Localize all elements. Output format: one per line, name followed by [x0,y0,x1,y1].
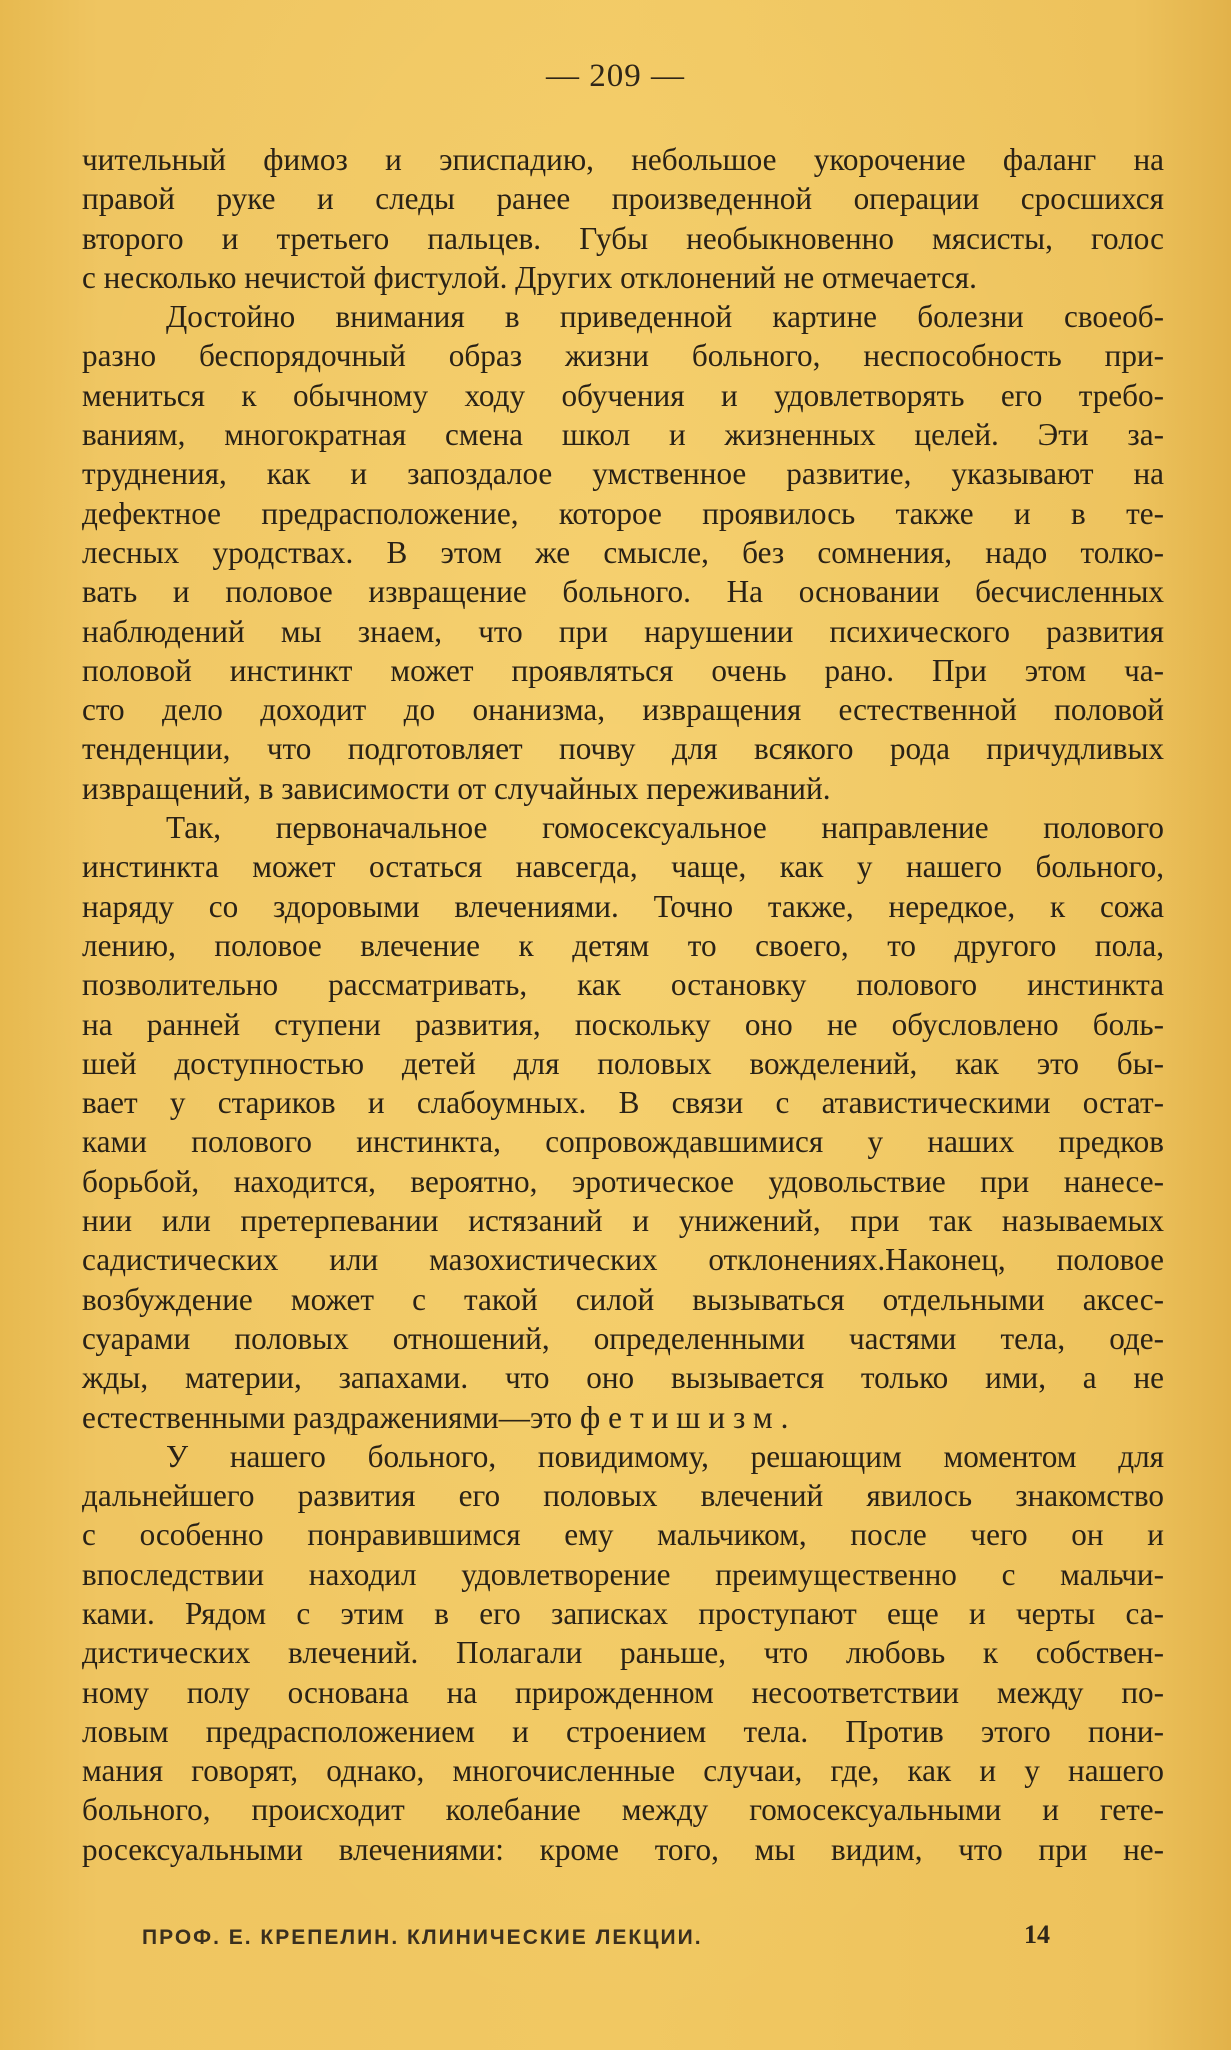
text-line: садистических или мазохистических отклонениях.Наконец, половое [82,1242,1164,1278]
text-line: возбуждение может с такой силой вызываться отдельными аксес- [82,1281,1164,1317]
text-line: суарами половых отношений, определенными частями тела, оде- [82,1320,1164,1356]
text-line: тенденции, что подготовляет почву для всякого рода причудливых [82,731,1164,767]
text-line: наряду со здоровыми влечениями. Точно также, нередкое, к сожа [82,888,1164,924]
text-line: половой инстинкт может проявляться очень рано. При этом ча- [82,652,1164,688]
text-line: чительный фимоз и эписпадию, небольшое укорочение фаланг на [82,142,1164,177]
text-line: с несколько нечистой фистулой. Других отклонений не отмечается. [82,259,977,295]
text-line: борьбой, находится, вероятно, эротическое удовольствие при нанесе- [82,1163,1164,1199]
text-line: разно беспорядочный образ жизни больного, неспособность при- [82,338,1164,374]
text-line: ваниям, многократная смена школ и жизненных целей. Эти за- [82,417,1164,453]
body-text [82,140,1164,1869]
text-line: инстинкта может остаться навсегда, чаще, как у нашего больного, [82,849,1164,885]
text-line: второго и третьего пальцев. Губы необыкновенно мясисты, голос [82,220,1164,256]
text-line: на ранней ступени развития, поскольку оно не обусловлено боль- [82,1006,1164,1042]
text-line: лению, половое влечение к детям то своего, то другого пола, [82,927,1164,963]
text-line: Так, первоначальное гомосексуальное направление полового [166,810,1164,846]
text-line: ками полового инстинкта, сопровождавшимися у наших предков [82,1124,1164,1160]
text-line: мениться к обычному ходу обучения и удовлетворять его требо- [82,377,1164,413]
text-line: шей доступностью детей для половых вожделений, как это бы- [82,1045,1164,1081]
text-line: вает у стариков и слабоумных. В связи с атавистическими остат- [82,1085,1164,1121]
text-line: правой руке и следы ранее произведенной операции сросшихся [82,181,1164,217]
text-line: дистических влечений. Полагали раньше, что любовь к собствен- [82,1635,1164,1671]
text-line: позволительно рассматривать, как остановку полового инстинкта [82,967,1164,1003]
text-line: с особенно понравившимся ему мальчиком, после чего он и [82,1517,1164,1553]
text-line: дальнейшего развития его половых влечений явилось знакомство [82,1478,1164,1514]
text-line: росексуальными влечениями: кроме того, мы видим, что при не- [82,1831,1164,1867]
text-line: дефектное предрасположение, которое проявилось также и в те- [82,495,1164,531]
text-line: ловым предрасположением и строением тела. Против этого пони- [82,1713,1164,1749]
text-line: труднения, как и запоздалое умственное развитие, указывают на [82,456,1164,492]
text-line: вать и половое извращение больного. На основании бесчисленных [82,574,1164,610]
text-line: извращений, в зависимости от случайных переживаний. [82,770,831,806]
text-line: мания говорят, однако, многочисленные случаи, где, как и у нашего [82,1753,1164,1789]
sheet-number: 14 [1024,1920,1050,1949]
text-line: ками. Рядом с этим в его записках проступают еще и черты са- [82,1595,1164,1631]
text-line: наблюдений мы знаем, что при нарушении психического развития [82,613,1164,649]
text-line: лесных уродствах. В этом же смысле, без сомнения, надо толко- [82,534,1164,570]
spaced-word: фетишизм. [579,1399,797,1435]
footer-signature: ПРОФ. Е. КРЕПЕЛИН. КЛИНИЧЕСКИЕ ЛЕКЦИИ. [142,1926,703,1949]
text-line: жды, материи, запахами. что оно вызывается только ими, а не [82,1360,1164,1396]
text-line-with-spaced-word [82,1398,1164,1437]
text-line: больного, происходит колебание между гомосексуальными и гете- [82,1792,1164,1828]
text-line: впоследствии находил удовлетворение преимущественно с мальчи- [82,1556,1164,1592]
text-line: У нашего больного, повидимому, решающим моментом для [166,1438,1164,1474]
text-line: нии или претерпевании истязаний и унижений, при так называемых [82,1203,1164,1239]
text-fragment: естественными раздражениями—это [82,1399,573,1435]
text-line: сто дело доходит до онанизма, извращения естественной половой [82,692,1164,728]
page-number: — 209 — [546,58,685,94]
text-line: ному полу основана на прирожденном несоответствии между по- [82,1674,1164,1710]
text-line: Достойно внимания в приведенной картине болезни своеоб- [166,299,1164,335]
